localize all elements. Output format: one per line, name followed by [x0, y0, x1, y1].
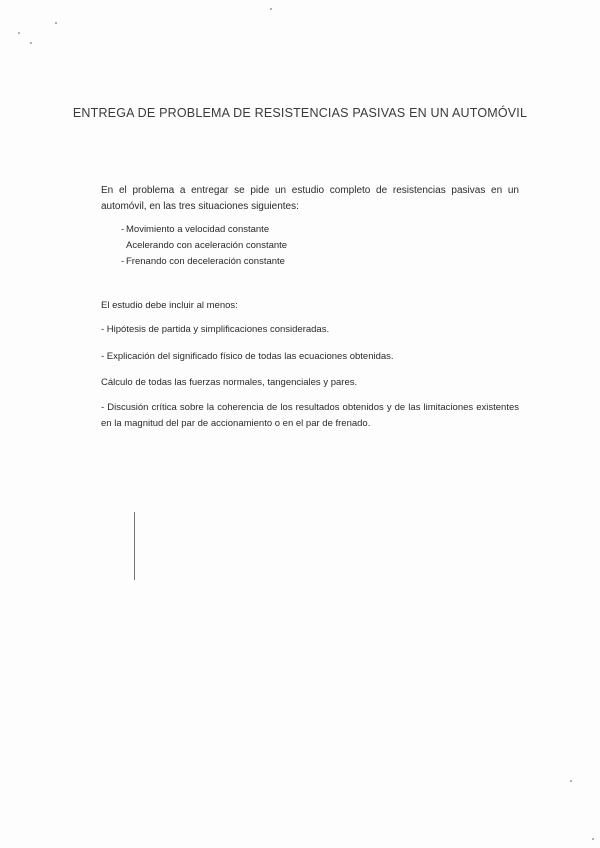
list-bullet: -: [121, 224, 125, 235]
requirement-item: - Discusión crítica sobre la coherencia de los resultados obtenidos y de las limitaciones existentes en la magnitud del par de accionamiento o en el par de frenado.: [101, 402, 519, 429]
requirement-item: - Explicación del significado físico de todas las ecuaciones obtenidas.: [101, 351, 394, 362]
scan-speck: [55, 22, 57, 24]
list-item-text: Movimiento a velocidad constante: [126, 224, 270, 235]
situations-list: [101, 222, 401, 270]
list-item: [101, 238, 401, 254]
document-title: ENTREGA DE PROBLEMA DE RESISTENCIAS PASIVAS EN UN AUTOMÓVIL: [72, 106, 528, 120]
requirements-intro: El estudio debe incluir al menos:: [101, 300, 238, 311]
intro-paragraph: En el problema a entregar se pide un estudio completo de resistencias pasivas en un automóvil, en las tres situaciones siguientes:: [101, 185, 519, 212]
list-item: [101, 222, 401, 238]
list-bullet: -: [121, 256, 125, 267]
scan-artifact-line: [134, 512, 135, 580]
list-item-text: Acelerando con aceleración constante: [126, 240, 288, 251]
scan-speck: [270, 8, 272, 10]
scan-speck: [18, 32, 20, 34]
list-item: [101, 254, 401, 270]
scan-speck: [30, 42, 32, 44]
scan-speck: [592, 838, 594, 840]
scan-speck: [570, 780, 572, 782]
requirement-item: Cálculo de todas las fuerzas normales, tangenciales y pares.: [101, 377, 358, 388]
list-item-text: Frenando con deceleración constante: [126, 256, 285, 267]
requirement-item: - Hipótesis de partida y simplificaciones consideradas.: [101, 324, 330, 335]
